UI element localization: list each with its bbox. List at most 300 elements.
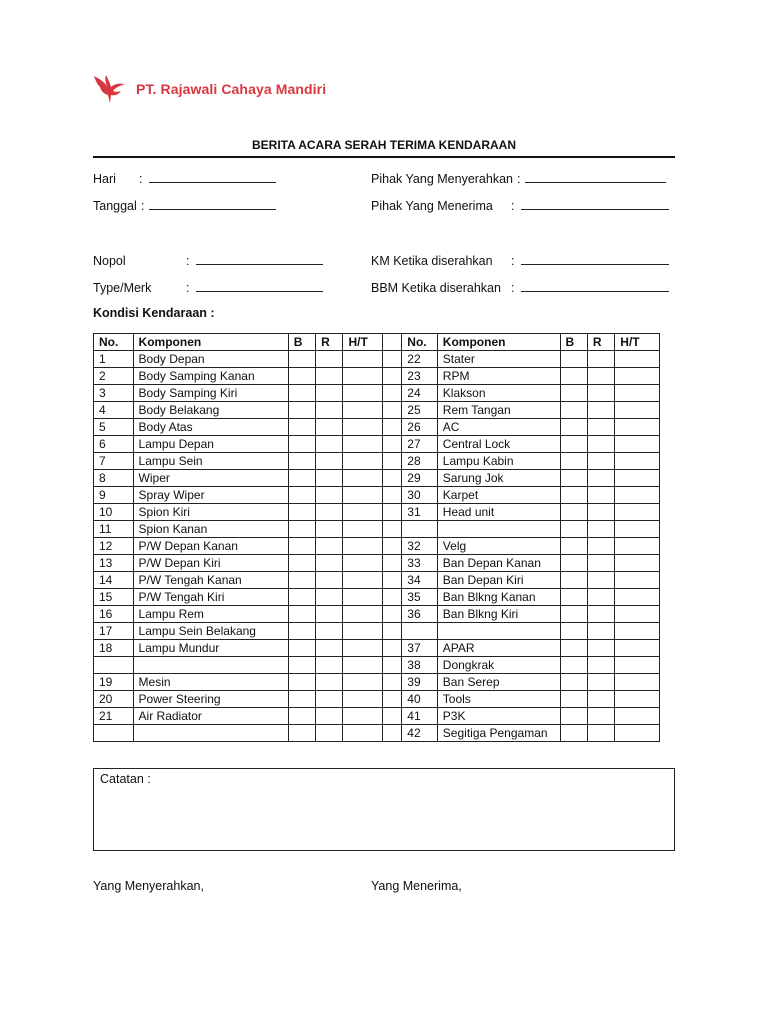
right-komponen: P3K — [437, 708, 560, 725]
right-r-check[interactable] — [587, 351, 614, 368]
left-r-check[interactable] — [316, 725, 343, 742]
left-b-check[interactable] — [288, 640, 315, 657]
right-no: 31 — [402, 504, 438, 521]
pihak-menyerahkan-blank[interactable] — [525, 170, 666, 183]
right-ht-check[interactable] — [615, 419, 660, 436]
left-komponen: Lampu Sein — [133, 453, 288, 470]
field-nopol — [93, 252, 323, 268]
left-ht-check[interactable] — [343, 351, 383, 368]
eagle-logo-icon — [92, 73, 128, 105]
field-label: BBM Ketika diserahkan — [371, 281, 501, 295]
left-ht-check[interactable] — [343, 470, 383, 487]
table-row — [94, 589, 660, 606]
left-r-check[interactable] — [316, 589, 343, 606]
field-label: Hari — [93, 172, 116, 186]
right-b-check[interactable] — [560, 640, 587, 657]
right-komponen: Stater — [437, 351, 560, 368]
left-ht-check[interactable] — [343, 708, 383, 725]
right-komponen: Klakson — [437, 385, 560, 402]
right-ht-check[interactable] — [615, 572, 660, 589]
table-row — [94, 487, 660, 504]
right-no: 23 — [402, 368, 438, 385]
header-no: No. — [94, 334, 134, 351]
left-ht-check[interactable] — [343, 623, 383, 640]
left-komponen: P/W Depan Kiri — [133, 555, 288, 572]
spacer-cell — [383, 487, 402, 504]
left-ht-check[interactable] — [343, 504, 383, 521]
right-no: 39 — [402, 674, 438, 691]
right-no: 38 — [402, 657, 438, 674]
left-no: 10 — [94, 504, 134, 521]
table-row — [94, 351, 660, 368]
left-no: 3 — [94, 385, 134, 402]
left-ht-check[interactable] — [343, 487, 383, 504]
left-ht-check[interactable] — [343, 572, 383, 589]
right-r-check[interactable] — [587, 708, 614, 725]
right-komponen: Ban Blkng Kanan — [437, 589, 560, 606]
right-ht-check[interactable] — [615, 708, 660, 725]
km-blank[interactable] — [521, 252, 669, 265]
right-komponen: Central Lock — [437, 436, 560, 453]
left-b-check[interactable] — [288, 691, 315, 708]
left-r-check[interactable] — [316, 555, 343, 572]
field-bbm — [371, 279, 669, 295]
field-type-merk — [93, 279, 323, 295]
signature-menyerahkan: Yang Menyerahkan, — [93, 879, 204, 893]
left-ht-check[interactable] — [343, 368, 383, 385]
left-b-check[interactable] — [288, 385, 315, 402]
left-b-check[interactable] — [288, 623, 315, 640]
right-b-check[interactable] — [560, 725, 587, 742]
right-ht-check[interactable] — [615, 606, 660, 623]
header-komponen: Komponen — [133, 334, 288, 351]
right-r-check[interactable] — [587, 623, 614, 640]
right-no: 37 — [402, 640, 438, 657]
table-row — [94, 725, 660, 742]
table-row — [94, 419, 660, 436]
right-no: 27 — [402, 436, 438, 453]
right-r-check[interactable] — [587, 606, 614, 623]
left-no: 13 — [94, 555, 134, 572]
right-r-check[interactable] — [587, 657, 614, 674]
right-r-check[interactable] — [587, 453, 614, 470]
left-komponen: Body Samping Kiri — [133, 385, 288, 402]
left-komponen: Mesin — [133, 674, 288, 691]
table-row — [94, 504, 660, 521]
table-row — [94, 385, 660, 402]
left-no: 7 — [94, 453, 134, 470]
left-no — [94, 657, 134, 674]
right-no: 33 — [402, 555, 438, 572]
right-b-check[interactable] — [560, 402, 587, 419]
left-komponen: Body Depan — [133, 351, 288, 368]
right-no: 35 — [402, 589, 438, 606]
right-r-check[interactable] — [587, 521, 614, 538]
right-b-check[interactable] — [560, 385, 587, 402]
right-r-check[interactable] — [587, 691, 614, 708]
right-komponen: Ban Serep — [437, 674, 560, 691]
header-ht: H/T — [615, 334, 660, 351]
left-r-check[interactable] — [316, 402, 343, 419]
table-header-row — [94, 334, 660, 351]
right-komponen: Lampu Kabin — [437, 453, 560, 470]
right-r-check[interactable] — [587, 674, 614, 691]
right-ht-check[interactable] — [615, 640, 660, 657]
field-label: Pihak Yang Menyerahkan — [371, 172, 513, 186]
right-no — [402, 521, 438, 538]
right-r-check[interactable] — [587, 640, 614, 657]
right-ht-check[interactable] — [615, 453, 660, 470]
right-b-check[interactable] — [560, 606, 587, 623]
type-merk-blank[interactable] — [196, 279, 323, 292]
left-b-check[interactable] — [288, 351, 315, 368]
table-row — [94, 623, 660, 640]
spacer-cell — [383, 674, 402, 691]
left-ht-check[interactable] — [343, 453, 383, 470]
left-komponen: Lampu Mundur — [133, 640, 288, 657]
left-r-check[interactable] — [316, 385, 343, 402]
field-colon: : — [517, 172, 521, 186]
right-komponen — [437, 521, 560, 538]
right-ht-check[interactable] — [615, 725, 660, 742]
right-b-check[interactable] — [560, 589, 587, 606]
left-b-check[interactable] — [288, 470, 315, 487]
field-pihak-menerima — [371, 197, 669, 213]
right-r-check[interactable] — [587, 589, 614, 606]
left-b-check[interactable] — [288, 368, 315, 385]
right-komponen: Sarung Jok — [437, 470, 560, 487]
signature-menerima: Yang Menerima, — [371, 879, 462, 893]
right-no: 36 — [402, 606, 438, 623]
right-b-check[interactable] — [560, 555, 587, 572]
spacer-cell — [383, 725, 402, 742]
left-r-check[interactable] — [316, 487, 343, 504]
field-label: Tanggal — [93, 199, 137, 213]
field-colon: : — [141, 199, 145, 213]
right-b-check[interactable] — [560, 708, 587, 725]
table-row — [94, 368, 660, 385]
field-colon: : — [511, 199, 515, 213]
left-ht-check[interactable] — [343, 606, 383, 623]
left-ht-check[interactable] — [343, 436, 383, 453]
right-b-check[interactable] — [560, 453, 587, 470]
section-kondisi-label: Kondisi Kendaraan : — [93, 306, 215, 320]
left-r-check[interactable] — [316, 674, 343, 691]
table-row — [94, 470, 660, 487]
left-komponen — [133, 725, 288, 742]
left-komponen: P/W Depan Kanan — [133, 538, 288, 555]
right-no: 22 — [402, 351, 438, 368]
tanggal-blank[interactable] — [149, 197, 276, 210]
left-komponen: Lampu Depan — [133, 436, 288, 453]
right-ht-check[interactable] — [615, 674, 660, 691]
left-r-check[interactable] — [316, 453, 343, 470]
left-r-check[interactable] — [316, 572, 343, 589]
right-no: 40 — [402, 691, 438, 708]
right-ht-check[interactable] — [615, 487, 660, 504]
right-ht-check[interactable] — [615, 385, 660, 402]
left-r-check[interactable] — [316, 368, 343, 385]
left-ht-check[interactable] — [343, 419, 383, 436]
spacer-cell — [383, 385, 402, 402]
title-divider — [93, 156, 675, 158]
right-ht-check[interactable] — [615, 436, 660, 453]
header-b: B — [560, 334, 587, 351]
right-ht-check[interactable] — [615, 368, 660, 385]
left-no: 19 — [94, 674, 134, 691]
left-b-check[interactable] — [288, 453, 315, 470]
right-ht-check[interactable] — [615, 657, 660, 674]
right-no: 41 — [402, 708, 438, 725]
left-r-check[interactable] — [316, 470, 343, 487]
left-r-check[interactable] — [316, 521, 343, 538]
field-label: Type/Merk — [93, 281, 152, 295]
left-b-check[interactable] — [288, 538, 315, 555]
right-b-check[interactable] — [560, 691, 587, 708]
left-r-check[interactable] — [316, 504, 343, 521]
spacer-cell — [383, 708, 402, 725]
right-ht-check[interactable] — [615, 623, 660, 640]
right-no: 26 — [402, 419, 438, 436]
left-ht-check[interactable] — [343, 385, 383, 402]
right-ht-check[interactable] — [615, 504, 660, 521]
right-b-check[interactable] — [560, 623, 587, 640]
left-komponen: P/W Tengah Kiri — [133, 589, 288, 606]
left-ht-check[interactable] — [343, 555, 383, 572]
left-ht-check[interactable] — [343, 657, 383, 674]
left-r-check[interactable] — [316, 606, 343, 623]
right-ht-check[interactable] — [615, 538, 660, 555]
left-no: 21 — [94, 708, 134, 725]
field-colon: : — [186, 254, 190, 268]
right-r-check[interactable] — [587, 419, 614, 436]
left-no: 11 — [94, 521, 134, 538]
table-row — [94, 691, 660, 708]
left-ht-check[interactable] — [343, 691, 383, 708]
left-b-check[interactable] — [288, 674, 315, 691]
right-ht-check[interactable] — [615, 521, 660, 538]
left-komponen: Air Radiator — [133, 708, 288, 725]
hari-blank[interactable] — [149, 170, 276, 183]
left-b-check[interactable] — [288, 657, 315, 674]
right-r-check[interactable] — [587, 725, 614, 742]
right-ht-check[interactable] — [615, 555, 660, 572]
right-r-check[interactable] — [587, 385, 614, 402]
right-b-check[interactable] — [560, 470, 587, 487]
right-komponen: RPM — [437, 368, 560, 385]
right-b-check[interactable] — [560, 572, 587, 589]
left-r-check[interactable] — [316, 657, 343, 674]
left-ht-check[interactable] — [343, 589, 383, 606]
document-title: BERITA ACARA SERAH TERIMA KENDARAAN — [252, 138, 516, 152]
left-komponen — [133, 657, 288, 674]
spacer-cell — [383, 623, 402, 640]
bbm-blank[interactable] — [521, 279, 669, 292]
left-b-check[interactable] — [288, 402, 315, 419]
left-ht-check[interactable] — [343, 538, 383, 555]
left-b-check[interactable] — [288, 606, 315, 623]
left-b-check[interactable] — [288, 555, 315, 572]
table-row — [94, 708, 660, 725]
left-no: 18 — [94, 640, 134, 657]
spacer-cell — [383, 691, 402, 708]
right-b-check[interactable] — [560, 368, 587, 385]
right-b-check[interactable] — [560, 521, 587, 538]
spacer-cell — [383, 555, 402, 572]
right-r-check[interactable] — [587, 555, 614, 572]
left-b-check[interactable] — [288, 487, 315, 504]
left-komponen: Lampu Rem — [133, 606, 288, 623]
table-row — [94, 674, 660, 691]
table-row — [94, 538, 660, 555]
notes-box[interactable] — [93, 768, 675, 851]
left-b-check[interactable] — [288, 589, 315, 606]
right-no: 24 — [402, 385, 438, 402]
left-no: 6 — [94, 436, 134, 453]
right-no: 29 — [402, 470, 438, 487]
right-r-check[interactable] — [587, 504, 614, 521]
header-komponen: Komponen — [437, 334, 560, 351]
right-komponen: Ban Depan Kiri — [437, 572, 560, 589]
left-r-check[interactable] — [316, 623, 343, 640]
right-r-check[interactable] — [587, 470, 614, 487]
right-komponen: Tools — [437, 691, 560, 708]
right-b-check[interactable] — [560, 504, 587, 521]
right-komponen: Velg — [437, 538, 560, 555]
right-b-check[interactable] — [560, 436, 587, 453]
left-komponen: Body Samping Kanan — [133, 368, 288, 385]
header-no: No. — [402, 334, 438, 351]
left-r-check[interactable] — [316, 708, 343, 725]
header-b: B — [288, 334, 315, 351]
spacer-cell — [383, 572, 402, 589]
left-komponen: Power Steering — [133, 691, 288, 708]
right-ht-check[interactable] — [615, 691, 660, 708]
left-no: 5 — [94, 419, 134, 436]
left-b-check[interactable] — [288, 572, 315, 589]
left-r-check[interactable] — [316, 351, 343, 368]
left-no: 4 — [94, 402, 134, 419]
left-b-check[interactable] — [288, 419, 315, 436]
right-komponen: Karpet — [437, 487, 560, 504]
left-b-check[interactable] — [288, 725, 315, 742]
right-b-check[interactable] — [560, 538, 587, 555]
right-r-check[interactable] — [587, 538, 614, 555]
left-komponen: Wiper — [133, 470, 288, 487]
left-ht-check[interactable] — [343, 674, 383, 691]
kondisi-table — [93, 333, 660, 742]
right-b-check[interactable] — [560, 419, 587, 436]
left-no: 8 — [94, 470, 134, 487]
right-r-check[interactable] — [587, 436, 614, 453]
right-r-check[interactable] — [587, 402, 614, 419]
right-ht-check[interactable] — [615, 351, 660, 368]
left-b-check[interactable] — [288, 708, 315, 725]
right-komponen: Ban Blkng Kiri — [437, 606, 560, 623]
left-b-check[interactable] — [288, 436, 315, 453]
left-r-check[interactable] — [316, 419, 343, 436]
right-ht-check[interactable] — [615, 402, 660, 419]
left-ht-check[interactable] — [343, 521, 383, 538]
right-b-check[interactable] — [560, 657, 587, 674]
right-komponen: AC — [437, 419, 560, 436]
right-b-check[interactable] — [560, 487, 587, 504]
left-ht-check[interactable] — [343, 640, 383, 657]
table-row — [94, 402, 660, 419]
right-r-check[interactable] — [587, 572, 614, 589]
field-colon: : — [139, 172, 143, 186]
right-komponen: Segitiga Pengaman — [437, 725, 560, 742]
left-komponen: Spray Wiper — [133, 487, 288, 504]
left-komponen: Lampu Sein Belakang — [133, 623, 288, 640]
spacer-cell — [383, 657, 402, 674]
spacer-cell — [383, 368, 402, 385]
right-no — [402, 623, 438, 640]
table-row — [94, 555, 660, 572]
spacer-cell — [383, 538, 402, 555]
left-komponen: Body Atas — [133, 419, 288, 436]
right-r-check[interactable] — [587, 368, 614, 385]
nopol-blank[interactable] — [196, 252, 323, 265]
left-no: 9 — [94, 487, 134, 504]
left-komponen: Body Belakang — [133, 402, 288, 419]
spacer-cell — [383, 436, 402, 453]
left-komponen: Spion Kiri — [133, 504, 288, 521]
right-no: 42 — [402, 725, 438, 742]
right-komponen: Head unit — [437, 504, 560, 521]
field-label: Pihak Yang Menerima — [371, 199, 493, 213]
pihak-menerima-blank[interactable] — [521, 197, 669, 210]
left-b-check[interactable] — [288, 504, 315, 521]
left-no — [94, 725, 134, 742]
table-row — [94, 606, 660, 623]
spacer-cell — [383, 402, 402, 419]
left-no: 1 — [94, 351, 134, 368]
spacer-cell — [383, 453, 402, 470]
spacer-cell — [383, 640, 402, 657]
left-komponen: P/W Tengah Kanan — [133, 572, 288, 589]
right-no: 28 — [402, 453, 438, 470]
right-komponen: Ban Depan Kanan — [437, 555, 560, 572]
table-row — [94, 657, 660, 674]
spacer-cell — [383, 419, 402, 436]
field-label: Nopol — [93, 254, 126, 268]
left-ht-check[interactable] — [343, 402, 383, 419]
left-ht-check[interactable] — [343, 725, 383, 742]
left-r-check[interactable] — [316, 691, 343, 708]
right-b-check[interactable] — [560, 351, 587, 368]
left-r-check[interactable] — [316, 436, 343, 453]
right-komponen: APAR — [437, 640, 560, 657]
field-pihak-menyerahkan — [371, 170, 666, 186]
notes-label: Catatan : — [100, 772, 151, 786]
right-b-check[interactable] — [560, 674, 587, 691]
left-r-check[interactable] — [316, 640, 343, 657]
header-r: R — [587, 334, 614, 351]
table-row — [94, 453, 660, 470]
left-no: 17 — [94, 623, 134, 640]
right-komponen: Rem Tangan — [437, 402, 560, 419]
right-ht-check[interactable] — [615, 589, 660, 606]
right-ht-check[interactable] — [615, 470, 660, 487]
spacer-cell — [383, 606, 402, 623]
right-r-check[interactable] — [587, 487, 614, 504]
table-row — [94, 572, 660, 589]
left-r-check[interactable] — [316, 538, 343, 555]
left-b-check[interactable] — [288, 521, 315, 538]
header-ht: H/T — [343, 334, 383, 351]
header-spacer — [383, 334, 402, 351]
